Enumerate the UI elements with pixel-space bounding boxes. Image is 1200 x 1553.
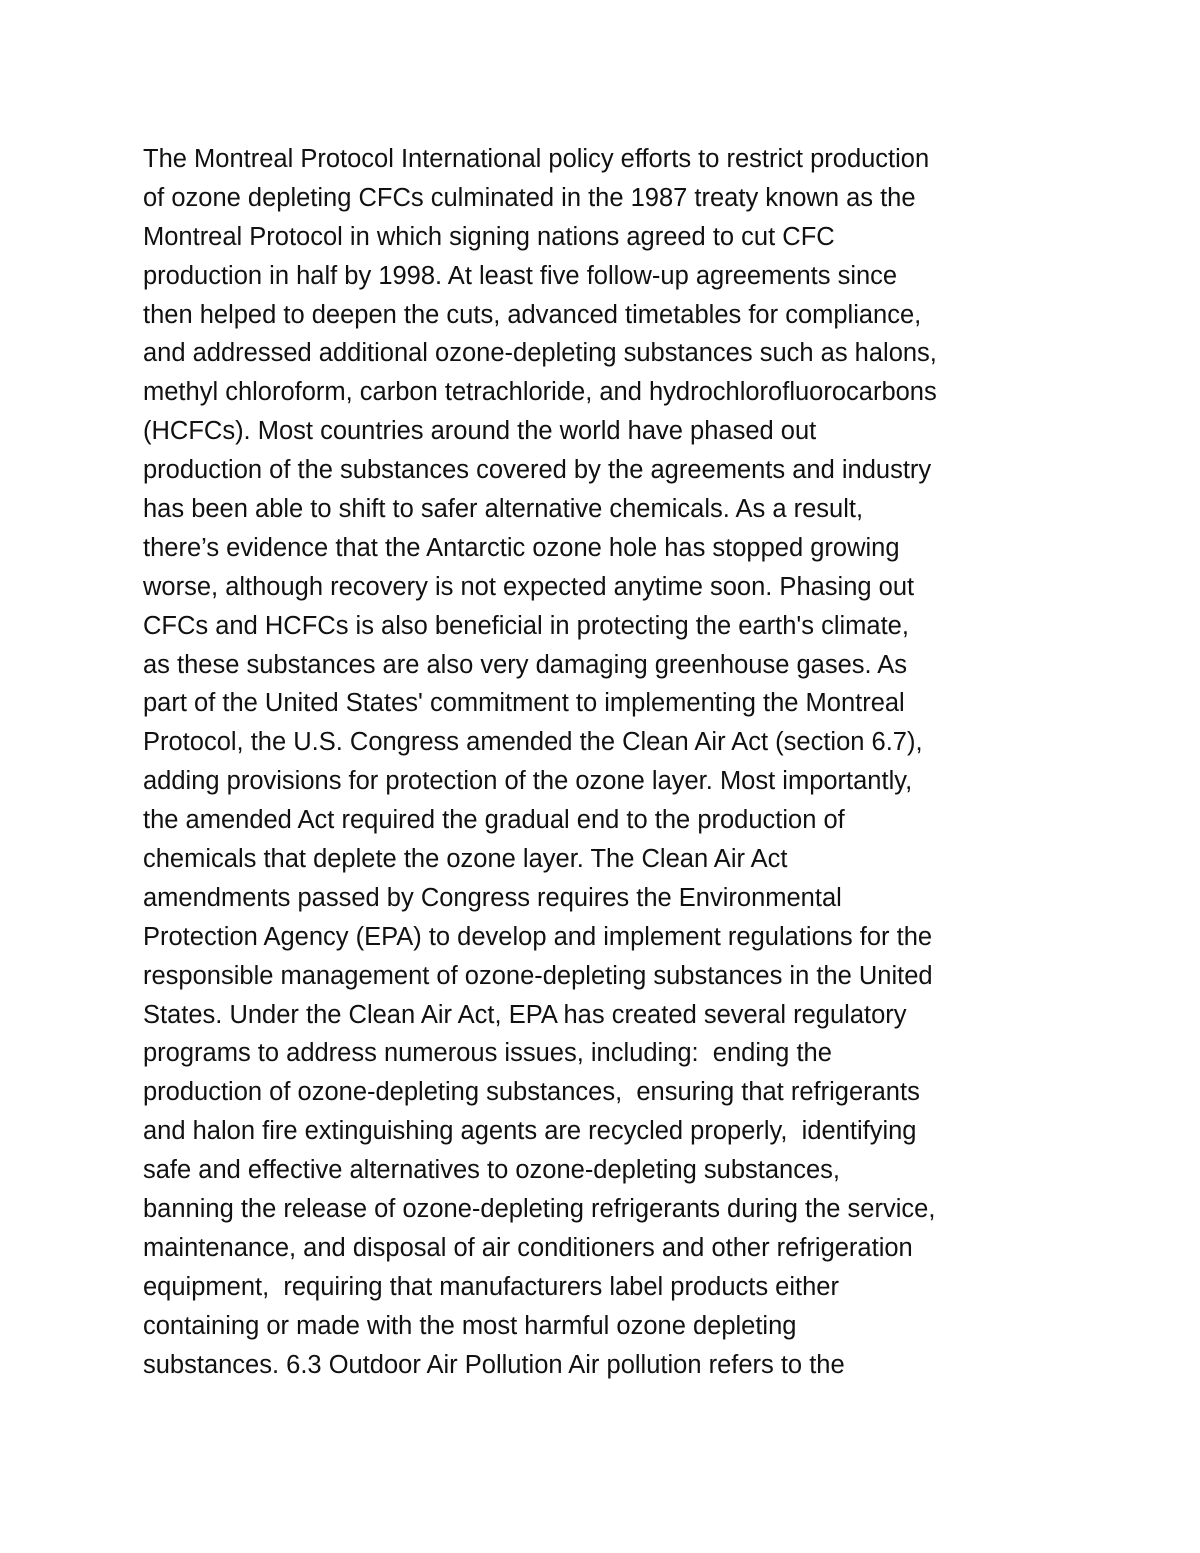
body-text [143,140,1073,1385]
text-line: maintenance, and disposal of air conditioners and other refrigeration [143,1233,913,1262]
text-line: Protocol, the U.S. Congress amended the Clean Air Act (section 6.7), [143,728,923,757]
text-line: of ozone depleting CFCs culminated in the 1987 treaty known as the [143,183,916,212]
text-line: amendments passed by Congress requires the Environmental [143,883,842,912]
text-line: containing or made with the most harmful ozone depleting [143,1311,797,1340]
text-line: responsible management of ozone-depleting substances in the United [143,961,933,990]
text-line: adding provisions for protection of the ozone layer. Most importantly, [143,767,913,796]
text-line: chemicals that deplete the ozone layer. The Clean Air Act [143,845,788,874]
text-line: then helped to deepen the cuts, advanced timetables for compliance, [143,300,922,329]
text-line: Protection Agency (EPA) to develop and implement regulations for the [143,922,933,951]
text-line: the amended Act required the gradual end to the production of [143,806,845,835]
text-line: programs to address numerous issues, including: ending the [143,1039,832,1068]
text-line: banning the release of ozone-depleting refrigerants during the service, [143,1195,936,1224]
text-line: production of ozone-depleting substances, ensuring that refrigerants [143,1078,920,1107]
text-line: there’s evidence that the Antarctic ozone hole has stopped growing [143,533,900,562]
text-line: Montreal Protocol in which signing nations agreed to cut CFC [143,222,835,251]
text-line: CFCs and HCFCs is also beneficial in protecting the earth's climate, [143,611,909,640]
text-line: part of the United States' commitment to implementing the Montreal [143,689,905,718]
text-line: (HCFCs). Most countries around the world have phased out [143,417,817,446]
text-line: equipment, requiring that manufacturers label products either [143,1272,839,1301]
text-line: substances. 6.3 Outdoor Air Pollution Air pollution refers to the [143,1350,845,1379]
text-line: worse, although recovery is not expected anytime soon. Phasing out [143,572,915,601]
text-line: safe and effective alternatives to ozone-depleting substances, [143,1156,840,1185]
text-line: and halon fire extinguishing agents are recycled properly, identifying [143,1117,917,1146]
text-line: The Montreal Protocol International policy efforts to restrict production [143,145,930,173]
text-line: production in half by 1998. At least five follow-up agreements since [143,261,898,290]
text-line: States. Under the Clean Air Act, EPA has created several regulatory [143,1000,907,1029]
text-line: production of the substances covered by the agreements and industry [143,456,932,485]
text-line: and addressed additional ozone-depleting substances such as halons, [143,339,937,368]
text-line: methyl chloroform, carbon tetrachloride, and hydrochlorofluorocarbons [143,378,937,407]
text-line: as these substances are also very damaging greenhouse gases. As [143,650,908,679]
text-line: has been able to shift to safer alternative chemicals. As a result, [143,495,864,524]
